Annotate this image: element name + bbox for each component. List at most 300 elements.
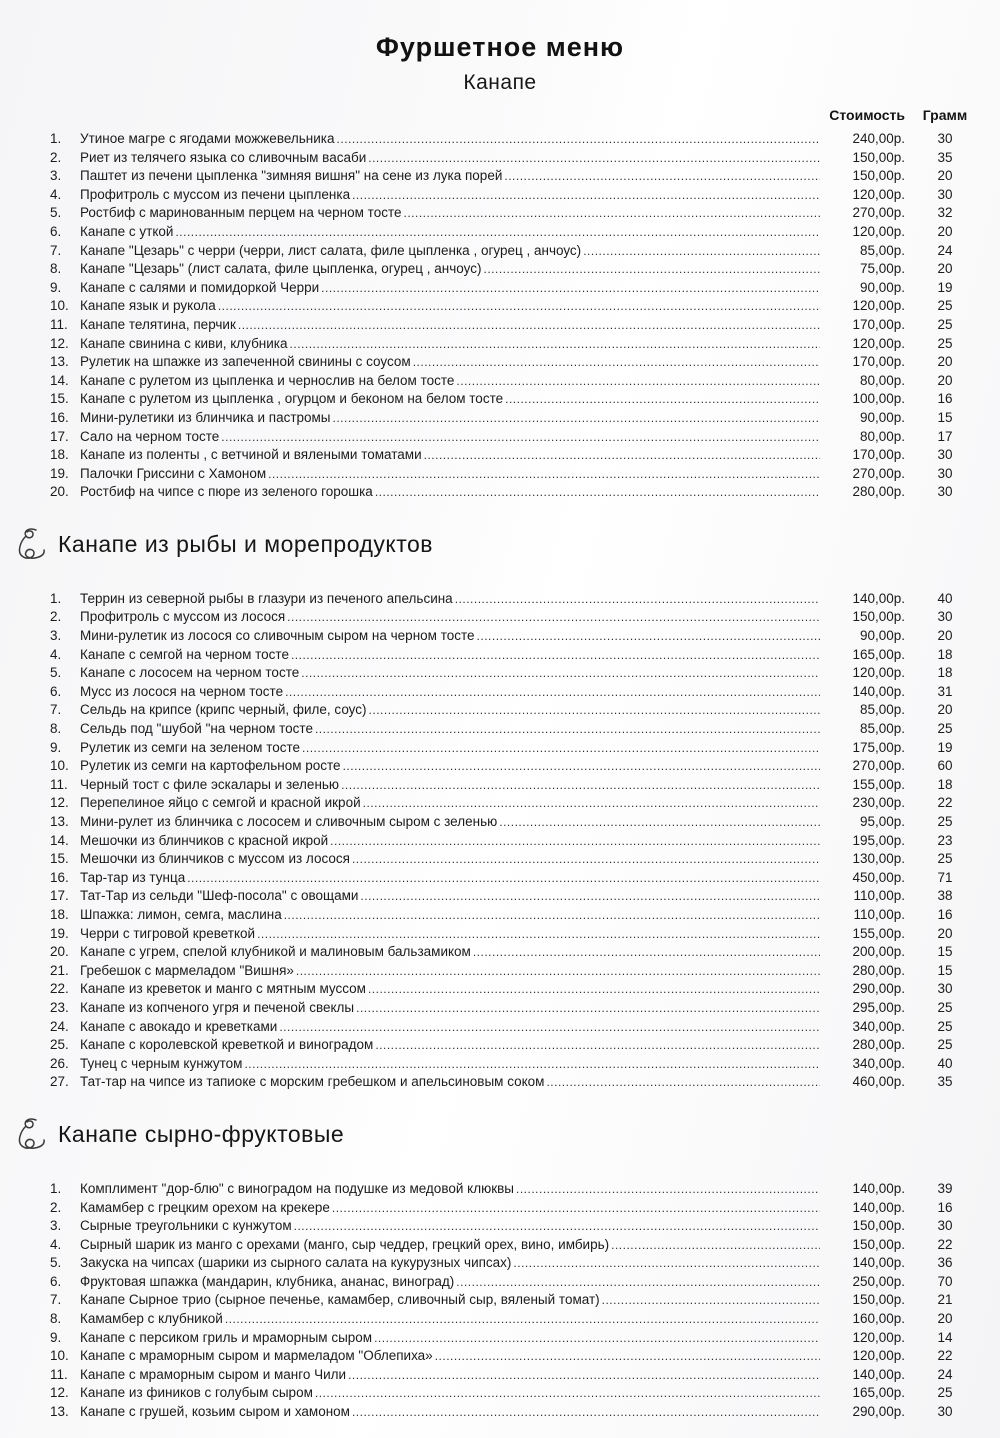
item-number: 21. (50, 962, 69, 978)
dotted-leader (333, 410, 820, 428)
menu-item-row (50, 297, 985, 316)
item-price: 90,00р. (859, 628, 905, 644)
dotted-leader (435, 1348, 820, 1366)
dotted-leader (330, 833, 820, 851)
item-name: Фруктовая шпажка (мандарин, клубника, ананас, виноград) (80, 1273, 455, 1289)
item-name: Мини-рулет из блинчика с лососем и сливочным сыром с зеленью (80, 814, 498, 829)
dotted-leader (337, 131, 820, 149)
dotted-leader (221, 429, 820, 447)
item-grams: 25 (937, 851, 953, 867)
item-name: Канапе с авокадо и креветками (80, 1018, 278, 1034)
menu-item-row (50, 906, 985, 925)
menu-item-row (50, 925, 985, 944)
menu-item-row (50, 664, 985, 683)
dotted-leader (356, 1000, 820, 1018)
item-number: 2. (50, 149, 62, 165)
item-name: Черный тост с филе эскалары и зеленью (80, 776, 340, 792)
item-number: 6. (50, 1273, 62, 1289)
item-grams: 31 (937, 683, 953, 699)
item-grams: 25 (937, 721, 953, 737)
item-grams: 25 (937, 1385, 953, 1401)
dotted-leader (294, 1218, 820, 1236)
dotted-leader (244, 1056, 820, 1074)
item-price: 170,00р. (852, 354, 905, 370)
item-number: 8. (50, 1311, 62, 1327)
item-grams: 22 (937, 795, 953, 811)
item-name: Канапе с рулетом из цыпленка и чернослив на белом тосте (80, 372, 455, 388)
item-price: 280,00р. (852, 962, 905, 978)
item-name: Сырные треугольники с кунжутом (80, 1218, 292, 1234)
grams-column-header: Грамм (922, 107, 968, 123)
dotted-leader (477, 628, 820, 646)
dotted-leader (341, 777, 820, 795)
item-name: Канапе "Цезарь" с черри (черри, лист салата, филе цыпленка , огурец , анчоус) (80, 242, 582, 258)
item-number: 22. (50, 981, 69, 997)
item-number: 4. (50, 186, 62, 202)
dotted-leader (369, 702, 820, 720)
item-name: Мешочки из блинчиков с красной икрой (80, 832, 329, 848)
menu-item-row (50, 465, 985, 484)
item-name: Канапе с мраморным сыром и манго Чили (80, 1366, 347, 1382)
menu-item-row (50, 335, 985, 354)
section-title: Канапе сырно-фруктовые (58, 1121, 345, 1148)
item-grams: 30 (937, 186, 953, 202)
menu-item-row (50, 943, 985, 962)
item-name: Черри с тигровой креветкой (80, 925, 256, 941)
dotted-leader (348, 1367, 820, 1385)
item-name: Канапе с королевской креветкой и виноградом (80, 1037, 374, 1053)
item-name: Риет из телячего языка со сливочным васаби (80, 149, 367, 165)
item-number: 25. (50, 1037, 69, 1053)
item-price: 200,00р. (852, 944, 905, 960)
section-header (0, 1116, 1000, 1154)
sections-container (0, 71, 1000, 1422)
item-name: Мешочки из блинчиков с муссом из лосося (80, 851, 350, 867)
item-number: 14. (50, 832, 69, 848)
item-price: 460,00р. (852, 1074, 905, 1090)
dotted-leader (284, 907, 820, 925)
item-price: 155,00р. (852, 925, 905, 941)
menu-item-row (50, 353, 985, 372)
item-grams: 35 (937, 149, 953, 165)
menu-item-row (50, 1347, 985, 1366)
item-price: 80,00р. (859, 428, 905, 444)
item-name: Ростбиф с маринованным перцем на черном тосте (80, 205, 402, 221)
dotted-leader (360, 888, 820, 906)
item-name: Канапе Сырное трио (сырное печенье, камамбер, сливочный сыр, вяленый томат) (80, 1292, 600, 1308)
item-grams: 24 (937, 1366, 953, 1382)
item-number: 8. (50, 261, 62, 277)
item-price: 270,00р. (852, 205, 905, 221)
menu-item-row (50, 887, 985, 906)
menu-item-row (50, 390, 985, 409)
menu-item-row (50, 720, 985, 739)
item-number: 3. (50, 628, 62, 644)
item-price: 85,00р. (859, 242, 905, 258)
item-grams: 20 (937, 628, 953, 644)
item-name: Рулетик на шпажке из запеченной свинины с соусом (80, 354, 411, 370)
item-price: 120,00р. (852, 186, 905, 202)
menu-item-row (50, 428, 985, 447)
item-number: 4. (50, 1236, 62, 1252)
menu-item-row (50, 204, 985, 223)
item-grams: 30 (937, 465, 953, 481)
item-name: Тат-тар на чипсе из тапиоке с морским гребешком и апельсиновым соком (80, 1074, 545, 1090)
item-grams: 24 (937, 242, 953, 258)
menu-item-row (50, 590, 985, 609)
item-number: 19. (50, 465, 69, 481)
menu-item-row (50, 260, 985, 279)
item-price: 450,00р. (852, 869, 905, 885)
item-number: 5. (50, 1255, 62, 1271)
dotted-leader (291, 647, 820, 665)
item-number: 12. (50, 335, 69, 351)
menu-item-row (50, 1310, 985, 1329)
menu-item-row (50, 980, 985, 999)
item-name: Канапе язык и рукола (80, 298, 216, 314)
menu-item-row (50, 1055, 985, 1074)
item-number: 5. (50, 205, 62, 221)
item-grams: 30 (937, 447, 953, 463)
item-name: Канапе свинина с киви, клубника (80, 335, 288, 351)
item-price: 120,00р. (852, 665, 905, 681)
dotted-leader (375, 1037, 820, 1055)
item-price: 250,00р. (852, 1273, 905, 1289)
item-name: Мини-рулетики из блинчика и пастромы (80, 409, 331, 425)
item-name: Сельдь на крипсе (крипс черный, филе, соус) (80, 702, 367, 718)
menu-item-row (50, 832, 985, 851)
dotted-leader (352, 1404, 820, 1422)
menu-item-row (50, 1329, 985, 1348)
item-number: 20. (50, 484, 69, 500)
menu-item-row (50, 1254, 985, 1273)
item-number: 18. (50, 906, 69, 922)
item-price: 120,00р. (852, 1348, 905, 1364)
menu-item-row (50, 813, 985, 832)
item-grams: 15 (937, 409, 953, 425)
item-name: Канапе из креветок и манго с мятным муссом (80, 981, 366, 997)
dotted-leader (368, 981, 820, 999)
item-price: 280,00р. (852, 1037, 905, 1053)
item-grams: 20 (937, 168, 953, 184)
item-price: 150,00р. (852, 168, 905, 184)
menu-item-row (50, 869, 985, 888)
item-name: Канапе телятина, перчик (80, 316, 236, 332)
dotted-leader (404, 205, 821, 223)
item-number: 27. (50, 1074, 69, 1090)
item-grams: 20 (937, 702, 953, 718)
item-grams: 22 (937, 1348, 953, 1364)
item-name: Рулетик из семги на зеленом тосте (80, 739, 301, 755)
item-name: Тунец с черным кунжутом (80, 1055, 243, 1071)
dotted-leader (513, 1255, 820, 1273)
item-number: 12. (50, 1385, 69, 1401)
item-grams: 20 (937, 925, 953, 941)
dotted-leader (375, 484, 820, 502)
menu-item-row (50, 757, 985, 776)
item-name: Перепелиное яйцо с семгой и красной икрой (80, 795, 361, 811)
item-number: 1. (50, 1180, 62, 1196)
dotted-leader (279, 1019, 820, 1037)
menu-item-row (50, 1180, 985, 1199)
price-column-header: Стоимость (829, 107, 905, 123)
item-grams: 21 (937, 1292, 953, 1308)
dotted-leader (296, 963, 820, 981)
item-number: 19. (50, 925, 69, 941)
item-name: Канапе из поленты , с ветчиной и вялеными томатами (80, 447, 422, 463)
item-list (0, 130, 1000, 502)
item-number: 11. (50, 316, 68, 332)
item-grams: 35 (937, 1074, 953, 1090)
item-number: 10. (50, 758, 69, 774)
item-grams: 36 (937, 1255, 953, 1271)
item-number: 9. (50, 1329, 62, 1345)
item-name: Палочки Гриссини с Хамоном (80, 465, 267, 481)
item-grams: 30 (937, 1404, 953, 1420)
flourish-icon (14, 1116, 50, 1154)
menu-item-row (50, 850, 985, 869)
dotted-leader (321, 280, 820, 298)
item-list (0, 1180, 1000, 1422)
dotted-leader (218, 298, 820, 316)
dotted-leader (413, 354, 820, 372)
item-grams: 25 (937, 298, 953, 314)
dotted-leader (315, 721, 820, 739)
item-number: 1. (50, 131, 62, 146)
item-name: Канапе с уткой (80, 223, 174, 239)
item-number: 13. (50, 814, 69, 829)
item-grams: 15 (937, 944, 953, 960)
item-name: Канапе с мраморным сыром и мармеладом "Облепиха» (80, 1348, 433, 1364)
item-price: 140,00р. (852, 1199, 905, 1215)
item-number: 6. (50, 683, 62, 699)
item-number: 3. (50, 168, 62, 184)
dotted-leader (225, 1311, 820, 1329)
menu-item-row (50, 701, 985, 720)
item-grams: 15 (937, 962, 953, 978)
menu-item-row (50, 999, 985, 1018)
item-price: 170,00р. (852, 316, 905, 332)
item-name: Гребешок с мармеладом "Вишня» (80, 962, 294, 978)
item-name: Ростбиф на чипсе с пюре из зеленого горошка (80, 484, 373, 500)
dotted-leader (546, 1074, 820, 1092)
item-number: 4. (50, 646, 62, 662)
menu-item-row (50, 962, 985, 981)
item-number: 7. (50, 1292, 62, 1308)
item-grams: 71 (937, 869, 953, 885)
item-number: 2. (50, 1199, 62, 1215)
item-price: 85,00р. (859, 721, 905, 737)
item-name: Канапе с рулетом из цыпленка , огурцом и беконом на белом тосте (80, 391, 504, 407)
item-grams: 14 (937, 1329, 953, 1345)
item-price: 155,00р. (852, 776, 905, 792)
dotted-leader (424, 447, 820, 465)
item-grams: 16 (937, 906, 953, 922)
item-number: 16. (50, 869, 69, 885)
column-headers (0, 107, 1000, 123)
item-number: 1. (50, 590, 62, 606)
item-grams: 18 (937, 665, 953, 681)
item-number: 11. (50, 1366, 68, 1382)
menu-item-row (50, 242, 985, 261)
dotted-leader (456, 373, 820, 391)
menu-item-row (50, 1217, 985, 1236)
item-grams: 25 (937, 316, 953, 332)
dotted-leader (499, 814, 820, 832)
item-price: 280,00р. (852, 484, 905, 500)
item-price: 160,00р. (852, 1311, 905, 1327)
item-grams: 30 (937, 981, 953, 997)
menu-item-row (50, 279, 985, 298)
item-grams: 30 (937, 484, 953, 500)
item-grams: 38 (937, 888, 953, 904)
item-price: 240,00р. (852, 131, 905, 146)
item-number: 16. (50, 409, 69, 425)
menu-item-row (50, 627, 985, 646)
item-name: Комплимент "дор-блю" с виноградом на подушке из медовой клюквы (80, 1180, 514, 1196)
item-price: 85,00р. (859, 702, 905, 718)
item-name: Канапе "Цезарь" (лист салата, филе цыпленка, огурец , анчоус) (80, 261, 482, 277)
item-price: 150,00р. (852, 1236, 905, 1252)
dotted-leader (352, 187, 820, 205)
item-number: 8. (50, 721, 62, 737)
item-number: 5. (50, 665, 62, 681)
item-name: Мини-рулетик из лосося со сливочным сыром на черном тосте (80, 628, 475, 644)
item-grams: 30 (937, 1218, 953, 1234)
item-grams: 18 (937, 646, 953, 662)
item-grams: 25 (937, 1018, 953, 1034)
item-price: 165,00р. (852, 1385, 905, 1401)
dotted-leader (302, 740, 820, 758)
item-name: Сельдь под "шубой "на черном тосте (80, 721, 313, 737)
item-price: 195,00р. (852, 832, 905, 848)
menu-item-row (50, 776, 985, 795)
item-price: 150,00р. (852, 149, 905, 165)
item-grams: 20 (937, 1311, 953, 1327)
item-name: Тар-тар из тунца (80, 869, 186, 885)
item-price: 230,00р. (852, 795, 905, 811)
item-number: 12. (50, 795, 69, 811)
item-price: 110,00р. (853, 888, 905, 904)
item-grams: 25 (937, 335, 953, 351)
item-price: 90,00р. (859, 279, 905, 295)
menu-item-row (50, 794, 985, 813)
item-price: 120,00р. (852, 223, 905, 239)
item-name: Канапе с грушей, козьим сыром и хамоном (80, 1404, 350, 1420)
menu-item-row (50, 1073, 985, 1092)
item-number: 17. (50, 428, 69, 444)
item-number: 13. (50, 354, 69, 370)
menu-item-row (50, 1366, 985, 1385)
item-list (0, 590, 1000, 1092)
item-name: Профитроль с муссом из печени цыпленка (80, 186, 351, 202)
item-number: 7. (50, 242, 62, 258)
item-price: 90,00р. (859, 409, 905, 425)
item-number: 26. (50, 1055, 69, 1071)
item-grams: 20 (937, 372, 953, 388)
item-number: 24. (50, 1018, 69, 1034)
item-name: Рулетик из семги на картофельном росте (80, 758, 341, 774)
item-number: 15. (50, 851, 69, 867)
dotted-leader (315, 1385, 820, 1403)
item-price: 170,00р. (852, 447, 905, 463)
menu-item-row (50, 1403, 985, 1422)
item-grams: 19 (937, 279, 953, 295)
item-name: Канапе с персиком гриль и мраморным сыром (80, 1329, 373, 1345)
dotted-leader (505, 391, 820, 409)
menu-item-row (50, 186, 985, 205)
item-number: 7. (50, 702, 62, 718)
item-grams: 19 (937, 739, 953, 755)
section-title: Канапе (463, 71, 537, 94)
dotted-leader (504, 168, 820, 186)
item-name: Камамбер с грецким орехом на крекере (80, 1199, 330, 1215)
dotted-leader (368, 150, 820, 168)
item-name: Камамбер с клубникой (80, 1311, 223, 1327)
item-grams: 16 (937, 391, 953, 407)
item-number: 20. (50, 944, 69, 960)
item-price: 80,00р. (859, 372, 905, 388)
item-price: 75,00р. (859, 261, 905, 277)
item-number: 3. (50, 1218, 62, 1234)
item-name: Шпажка: лимон, семга, маслина (80, 906, 282, 922)
item-name: Канапе из фиников с голубым сыром (80, 1385, 313, 1401)
item-name: Канапе с салями и помидоркой Черри (80, 279, 320, 295)
menu-item-row (50, 608, 985, 627)
dotted-leader (332, 1200, 820, 1218)
item-grams: 25 (937, 1037, 953, 1053)
item-grams: 40 (937, 1055, 953, 1071)
item-name: Канапе с семгой на черном тосте (80, 646, 289, 662)
item-name: Закуска на чипсах (шарики из сырного салата на кукурузных чипсах) (80, 1255, 512, 1271)
dotted-leader (455, 591, 820, 609)
item-grams: 20 (937, 261, 953, 277)
menu-item-row (50, 1199, 985, 1218)
item-price: 295,00р. (852, 999, 905, 1015)
item-price: 95,00р. (859, 814, 905, 829)
dotted-leader (287, 609, 820, 627)
menu-item-row (50, 1036, 985, 1055)
item-price: 130,00р. (852, 851, 905, 867)
item-grams: 40 (937, 590, 953, 606)
menu-item-row (50, 130, 985, 149)
menu-item-row (50, 1236, 985, 1255)
dotted-leader (352, 851, 820, 869)
item-price: 290,00р. (852, 1404, 905, 1420)
menu-item-row (50, 1273, 985, 1292)
item-price: 290,00р. (852, 981, 905, 997)
item-price: 120,00р. (852, 335, 905, 351)
item-price: 140,00р. (852, 1255, 905, 1271)
item-name: Канапе с лососем на черном тосте (80, 665, 300, 681)
item-name: Террин из северной рыбы в глазури из печеного апельсина (80, 590, 453, 606)
item-number: 10. (50, 1348, 69, 1364)
dotted-leader (301, 665, 820, 683)
dotted-leader (611, 1237, 820, 1255)
item-number: 18. (50, 447, 69, 463)
item-grams: 70 (937, 1273, 953, 1289)
dotted-leader (257, 926, 820, 944)
item-grams: 22 (937, 1236, 953, 1252)
item-price: 140,00р. (852, 683, 905, 699)
item-grams: 30 (937, 131, 953, 146)
item-price: 140,00р. (852, 1366, 905, 1382)
item-name: Утиное магре с ягодами можжевельника (80, 131, 335, 146)
menu-item-row (50, 1384, 985, 1403)
menu-item-row (50, 409, 985, 428)
item-number: 11. (50, 776, 68, 792)
item-grams: 25 (937, 999, 953, 1015)
